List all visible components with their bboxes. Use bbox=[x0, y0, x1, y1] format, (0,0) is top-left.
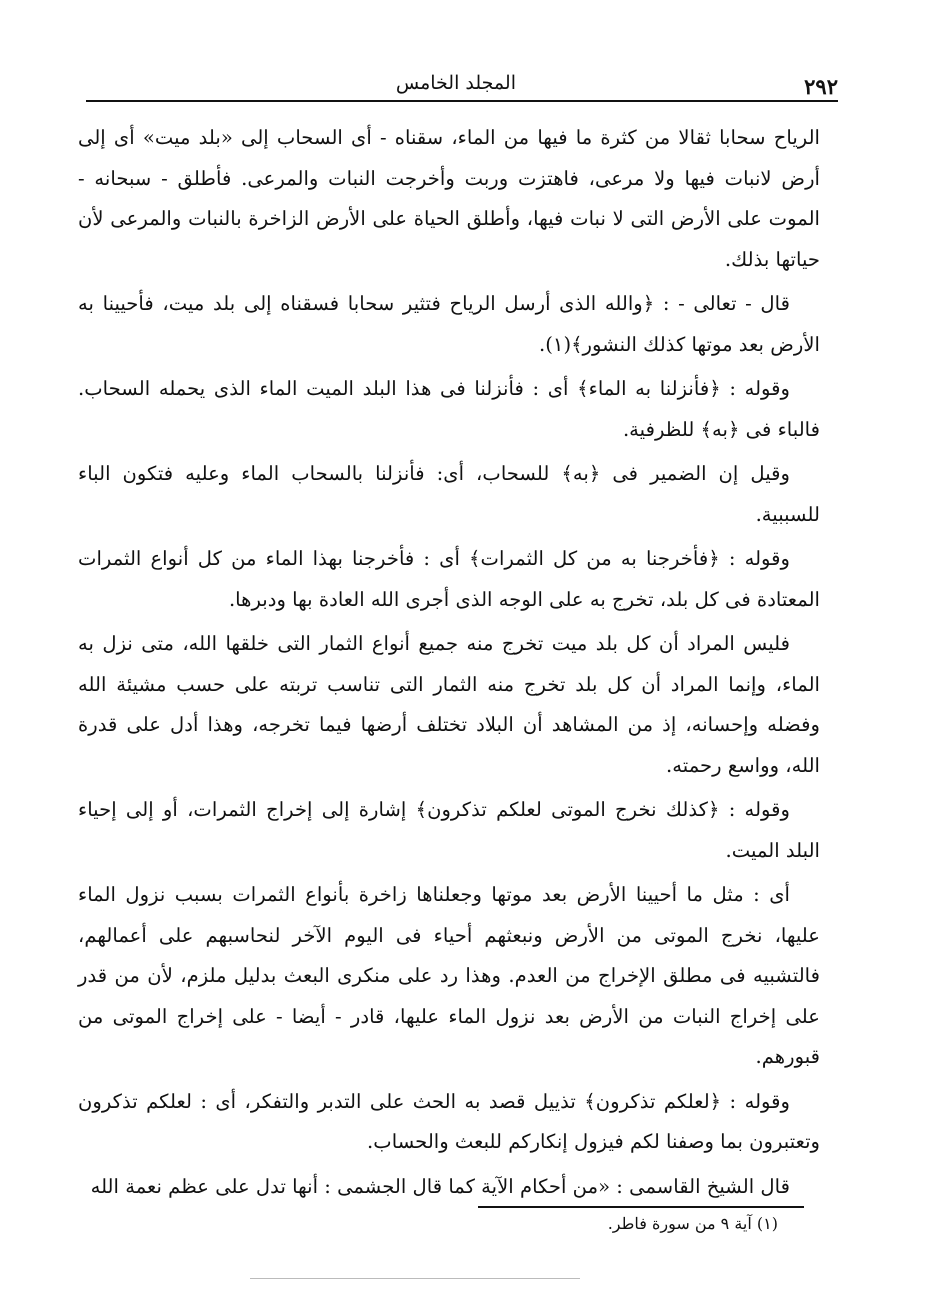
paragraph: أى : مثل ما أحيينا الأرض بعد موتها وجعلناها زاخرة بأنواع الثمرات بسبب نزول الماء عليها، نخرج الموتى من الأرض ونبعثهم أحياء فى اليوم الآخر لنحاسبهم على أعمالهم، فالتشبيه فى مطلق الإخراج من العدم. وهذا رد على منكرى البعث بدليل ملزم، لأن من قدر على إخراج النبات من الأرض بعد نزول الماء عليها، قادر - أيضا - على إخراج الموتى من قبورهم. bbox=[78, 883, 820, 1068]
paragraph: الرياح سحابا ثقالا من كثرة ما فيها من الماء، سقناه - أى السحاب إلى «بلد ميت» أى إلى أرض لانبات فيها ولا مرعى، فاهتزت وربت وأخرجت النبات والمرعى. فأطلق - سبحانه - الموت على الأرض التى لا نبات فيها، وأطلق الحياة على الأرض الزاخرة بالنبات والمرعى لأن حياتها بذلك. bbox=[78, 126, 820, 271]
scan-artifact bbox=[250, 1278, 580, 1279]
paragraph: وقوله : ﴿فأخرجنا به من كل الثمرات﴾ أى : فأخرجنا بهذا الماء من كل أنواع الثمرات المعتادة فى كل بلد، تخرج به على الوجه الذى أجرى الله العادة بها ودبرها. bbox=[78, 547, 820, 611]
paragraph: وقوله : ﴿كذلك نخرج الموتى لعلكم تذكرون﴾ إشارة إلى إخراج الثمرات، أو إلى إحياء البلد الميت. bbox=[78, 798, 820, 862]
footnote: (١) آية ٩ من سورة فاطر. bbox=[607, 1214, 778, 1233]
paragraph: قال - تعالى - : ﴿والله الذى أرسل الرياح فتثير سحابا فسقناه إلى بلد ميت، فأحيينا به الأرض بعد موتها كذلك النشور﴾(١). bbox=[78, 292, 820, 356]
paragraph: وقوله : ﴿فأنزلنا به الماء﴾ أى : فأنزلنا فى هذا البلد الميت الماء الذى يحمله السحاب. فالباء فى ﴿به﴾ للظرفية. bbox=[78, 377, 820, 441]
paragraph: قال الشيخ القاسمى : «من أحكام الآية كما قال الجشمى : أنها تدل على عظم نعمة الله bbox=[90, 1174, 790, 1198]
header-rule bbox=[86, 100, 838, 102]
paragraph: وقوله : ﴿لعلكم تذكرون﴾ تذييل قصد به الحث على التدبر والتفكر، أى : لعلكم تذكرون وتعتبرون بما وصفنا لكم فيزول إنكاركم للبعث والحساب. bbox=[78, 1089, 820, 1153]
paragraph: فليس المراد أن كل بلد ميت تخرج منه جميع أنواع الثمار التى خلقها الله، متى نزل به الماء، وإنما المراد أن كل بلد تخرج منه الثمار التى تناسب تربته على حسب مشيئة الله وفضله وإحسانه، إذ من المشاهد أن البلاد تختلف أرضها فيما تخرجه، وهذا أدل على قدرة الله، وواسع رحمته. bbox=[78, 632, 820, 777]
main-text bbox=[78, 118, 820, 1211]
page-header bbox=[86, 70, 846, 100]
paragraph: وقيل إن الضمير فى ﴿به﴾ للسحاب، أى: فأنزلنا بالسحاب الماء وعليه فتكون الباء للسببية. bbox=[78, 462, 820, 526]
footnote-rule bbox=[478, 1206, 804, 1208]
running-title: المجلد الخامس bbox=[395, 72, 516, 94]
page-number: ٢٩٢ bbox=[804, 74, 838, 99]
